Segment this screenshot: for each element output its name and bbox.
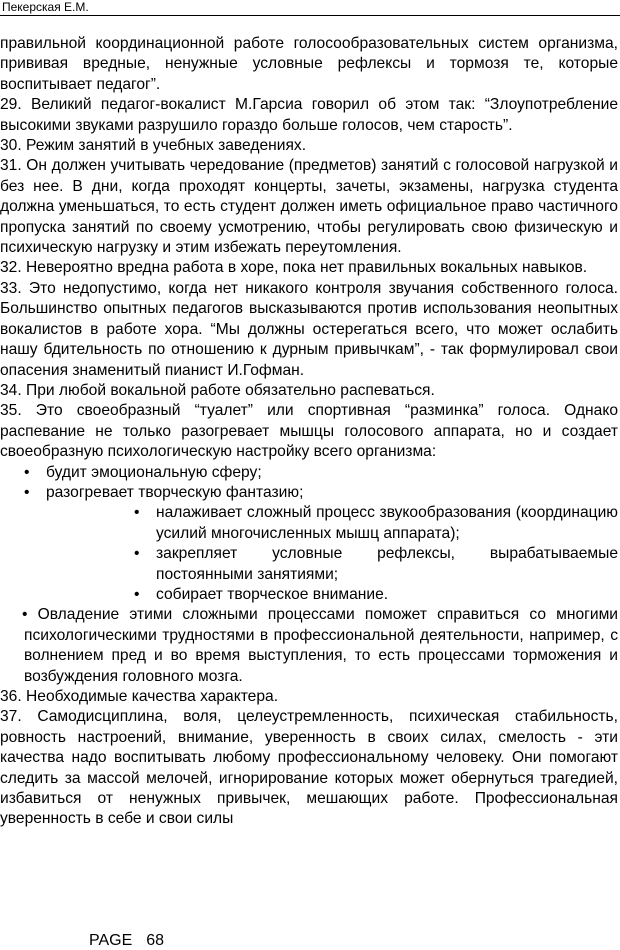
header-rule (0, 15, 620, 16)
page-body (0, 34, 618, 830)
paragraph-34: 34. При любой вокальной работе обязательно распеваться. (0, 381, 435, 399)
list-item-text: разогревает творческую фантазию; (46, 483, 304, 501)
paragraph-33: 33. Это недопустимо, когда нет никакого контроля звучания собственного голоса. Большинство опытных педагогов высказываются против использования неопытных вокалистов в работе хора. “Мы должны остерегаться всего, что может ослабить нашу бдительность по отношению к дурным привычкам”, - так формулировал свои опасения знаменитый пианист И.Гофман. (0, 279, 618, 379)
sub-list-item-text: закрепляет условные рефлексы, вырабатываемые постоянными занятиями; (156, 545, 618, 583)
sub-list-item-text: собирает творческое внимание. (156, 585, 389, 603)
bullet-icon: • (24, 483, 30, 501)
list-item-text: будит эмоциональную сферу; (46, 463, 262, 481)
bullet-icon: • (134, 545, 140, 563)
running-header: Пекерская Е.М. (2, 0, 89, 14)
bullet-icon: • (134, 585, 140, 603)
page-footer (89, 932, 178, 950)
sub-list-item-text: налаживает сложный процесс звукообразования (координацию усилий многочисленных мышц аппарата); (156, 504, 618, 542)
bullet-icon: • (24, 463, 30, 481)
paragraph-30: 30. Режим занятий в учебных заведениях. (0, 137, 307, 155)
list-item-mastery: • Овладение этими сложными процессами поможет справиться со многими психологическими трудностями в профессиональной деятельности, например, с волнением пред и во время выступления, то есть процессами торможения и возбуждения головного мозга. (22, 606, 618, 685)
sub-list-item (0, 503, 618, 544)
paragraph-32: 32. Невероятно вредна работа в хоре, пока нет правильных вокальных навыков. (0, 259, 588, 277)
paragraph-35: 35. Это своеобразный “туалет” или спортивная “разминка” голоса. Однако распевание не только разогревает мышцы голосового аппарата, но и создает своеобразную психологическую настройку всего организма: (0, 402, 618, 461)
paragraph-29: 29. Великий педагог-вокалист М.Гарсиа говорил об этом так: “Злоупотребление высокими звуками разрушило гораздо больше голосов, чем старость”. (0, 96, 618, 134)
page-number: 68 (146, 932, 165, 949)
list-item (0, 463, 618, 483)
sub-list-item (0, 544, 618, 585)
paragraph-36: 36. Необходимые качества характера. (0, 688, 279, 705)
sub-list-item (0, 585, 618, 605)
paragraph-37: 37. Самодисциплина, воля, целеустремленность, психическая стабильность, ровность настроений, внимание, уверенность в своих силах, смелость - эти качества надо воспитывать любому профессиональному человеку. Они помогают следить за массой мелочей, игнорирование которых может обернуться трагедией, избавиться от ненужных привычек, мешающих работе. Профессиональная уверенность в себе и свои силы (0, 708, 618, 828)
list-item (0, 483, 618, 503)
paragraph-31: 31. Он должен учитывать чередование (предметов) занятий с голосовой нагрузкой и без нее. В дни, когда проходят концерты, зачеты, экзамены, нагрузка студента должна уменьшаться, то есть студент должен иметь официальное право частичного пропуска занятий по своему усмотрению, чтобы регулировать свою физическую и психическую нагрузку и этим избежать переутомления. (0, 157, 618, 257)
paragraph-continuation: правильной координационной работе голосообразовательных систем организма, прививая вредные, ненужные условные рефлексы и тормозя те, которые воспитывает педагог”. (0, 35, 618, 93)
bullet-icon: • (134, 504, 140, 522)
page-label: PAGE (89, 932, 133, 949)
